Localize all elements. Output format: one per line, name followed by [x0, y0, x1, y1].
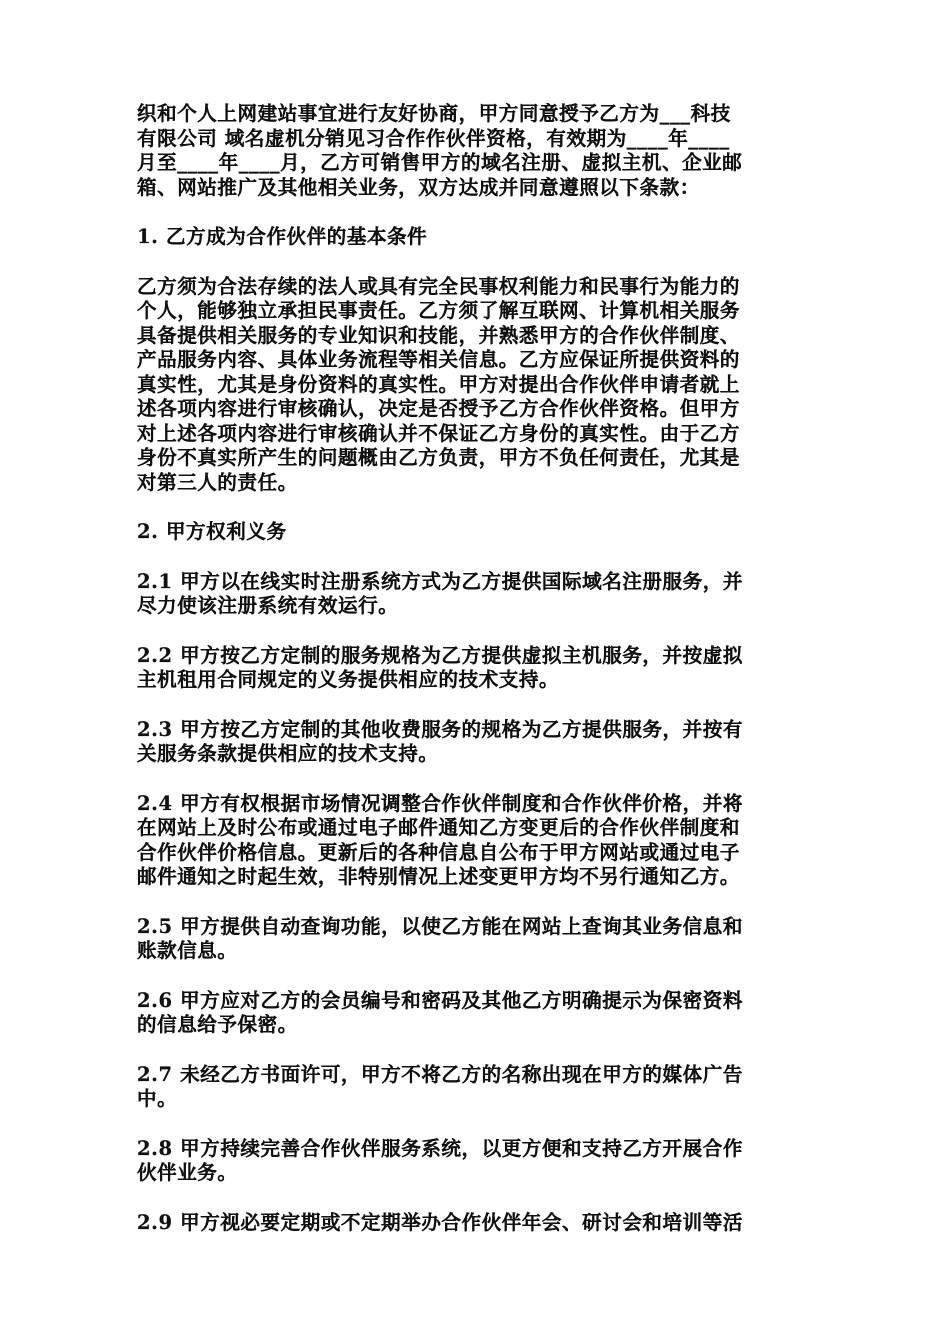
- text-line: 2. 甲方权利义务: [137, 520, 287, 543]
- text-line: 的信息给予保密。: [137, 1013, 298, 1036]
- paragraph: [137, 1211, 817, 1236]
- text-line: 2.6 甲方应对乙方的会员编号和密码及其他乙方明确提示为保密资料: [137, 988, 743, 1012]
- text-line: 尽力使该注册系统有效运行。: [137, 594, 399, 617]
- paragraph: [137, 1137, 817, 1186]
- text-line: 2.4 甲方有权根据市场情况调整合作伙伴制度和合作伙伴价格，并将: [137, 791, 743, 815]
- text-line: 主机租用合同规定的义务提供相应的技术支持。: [137, 668, 560, 691]
- text-line: 伙伴业务。: [137, 1161, 238, 1184]
- paragraph: [137, 275, 817, 496]
- text-line: 真实性，尤其是身份资料的真实性。甲方对提出合作伙伴申请者就上: [137, 372, 741, 396]
- text-line: 合作伙伴价格信息。更新后的各种信息自公布于甲方网站或通过电子: [137, 840, 741, 864]
- text-line: 2.3 甲方按乙方定制的其他收费服务的规格为乙方提供服务，并按有: [137, 717, 743, 741]
- text-line: 2.8 甲方持续完善合作伙伴服务系统，以更方便和支持乙方开展合作: [137, 1136, 743, 1160]
- paragraph: [137, 1063, 817, 1112]
- text-line: 月至____年____月，乙方可销售甲方的域名注册、虚拟主机、企业邮: [137, 151, 743, 174]
- text-line: 有限公司 域名虚机分销见习合作作伙伴资格，有效期为____年____: [137, 126, 730, 150]
- text-line: 2.1 甲方以在线实时注册系统方式为乙方提供国际域名注册服务，并: [137, 569, 743, 593]
- text-line: 对第三人的责任。: [137, 470, 298, 494]
- paragraph: [137, 718, 817, 767]
- text-line: 产品服务内容、具体业务流程等相关信息。乙方应保证所提供资料的: [137, 348, 741, 371]
- text-line: 述各项内容进行审核确认，决定是否授予乙方合作伙伴资格。但甲方: [137, 397, 741, 420]
- text-line: 关服务条款提供相应的技术支持。: [137, 742, 439, 765]
- paragraph: [137, 792, 817, 890]
- text-line: 个人，能够独立承担民事责任。乙方须了解互联网、计算机相关服务: [137, 299, 741, 322]
- text-line: 1. 乙方成为合作伙伴的基本条件: [137, 225, 428, 248]
- text-line: 2.2 甲方按乙方定制的服务规格为乙方提供虚拟主机服务，并按虚拟: [137, 643, 743, 667]
- text-line: 身份不真实所产生的问题概由乙方负责，甲方不负任何责任，尤其是: [137, 446, 741, 469]
- text-line: 邮件通知之时起生效，非特别情况上述变更甲方均不另行通知乙方。: [137, 865, 741, 888]
- text-line: 2.9 甲方视必要定期或不定期举办合作伙伴年会、研讨会和培训等活: [137, 1210, 743, 1234]
- text-line: 2.5 甲方提供自动查询功能，以使乙方能在网站上查询其业务信息和: [137, 914, 743, 938]
- text-line: 箱、网站推广及其他相关业务，双方达成并同意遵照以下条款：: [137, 175, 700, 199]
- text-line: 乙方须为合法存续的法人或具有完全民事权利能力和民事行为能力的: [137, 274, 741, 298]
- text-line: 对上述各项内容进行审核确认并不保证乙方身份的真实性。由于乙方: [137, 421, 741, 445]
- text-line: 具备提供相关服务的专业知识和技能，并熟悉甲方的合作伙伴制度、: [137, 323, 741, 347]
- paragraph: [137, 989, 817, 1038]
- paragraph: [137, 570, 817, 619]
- text-line: 账款信息。: [137, 939, 238, 962]
- text-line: 中。: [137, 1087, 178, 1110]
- section-heading: [137, 520, 817, 545]
- document-body: [137, 102, 817, 1260]
- text-line: 2.7 未经乙方书面许可，甲方不将乙方的名称出现在甲方的媒体广告: [137, 1062, 743, 1086]
- text-line: 在网站上及时公布或通过电子邮件通知乙方变更后的合作伙伴制度和: [137, 816, 741, 839]
- paragraph: [137, 915, 817, 964]
- text-line: 织和个人上网建站事宜进行友好协商，甲方同意授予乙方为___科技: [137, 102, 731, 125]
- section-heading: [137, 225, 817, 250]
- paragraph: [137, 644, 817, 693]
- paragraph: [137, 102, 817, 200]
